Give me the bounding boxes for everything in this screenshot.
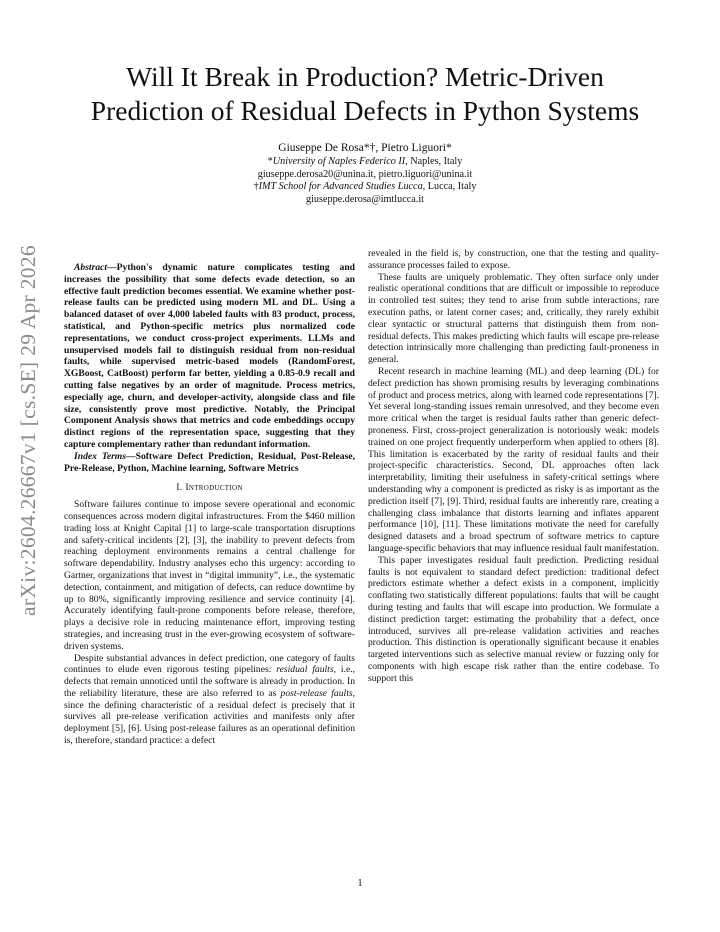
arxiv-stamp [6,170,50,690]
right-paragraph-3: This paper investigates residual fault prediction. Predicting residual faults is not equivalent to standard defect prediction: traditional defect predictors estimate whether a defect exists in a component, implicitly conflating two statistically different populations: faults that will be caught during testing and faults that will escape into production. We formulate a distinct prediction target: estimating the probability that a defect, once introduced, survives all pre-release validation activities and reaches production. This distinction is operationally significant because it enables targeted interventions such as selective manual review or fuzzing only for components with high escape risk rather than the entire codebase. To support this [368,554,659,684]
right-paragraph-continued: revealed in the field is, by construction, one that the testing and quality-assurance processes failed to expose. [368,248,659,271]
section-number: I. [176,482,183,494]
abstract [64,262,355,451]
left-column [64,262,355,747]
abstract-text: —Python's dynamic nature complicates testing and increases the possibility that some defects evade detection, so an effective fault prediction becomes essential. We examine whether post-release faults can be predicted using modern ML and DL. Using a balanced dataset of over 4,000 labeled faults with 83 product, process, statistical, and Python-specific metrics plus normalized code representations, we conduct cross-project experiments. LLMs and unsupervised models fail to distinguish residual from non-residual faults, while supervised metric-based models (RandomForest, XGBoost, CatBoost) perform far better, yielding a 0.85-0.9 recall and cutting false negatives by an order of magnitude. Process metrics, especially age, churn, and developer-activity, alongside class and file size, consistently prove most predictive. Notably, the Principal Component Analysis shows that metrics and code embeddings occupy distinct regions of the representation space, suggesting that they capture complementary rather than redundant information. [64,262,355,450]
abstract-label: Abstract [74,262,108,273]
intro-paragraph-2-part-b: , i.e., defects that remain unnoticed until the software is already in production. In the reliability literature, these are also referred to as [64,664,355,699]
affiliation-2-institution: IMT School for Advanced Studies Lucca [258,181,423,193]
index-terms [64,451,355,475]
title-line-1: Will It Break in Production? Metric-Driven [126,61,604,92]
term-post-release-faults: post-release faults [280,687,353,699]
index-terms-label: Index Terms [74,450,127,462]
affiliation-1 [60,156,670,169]
arxiv-identifier: arXiv:2604.26667v1 [cs.SE] 29 Apr 2026 [15,244,40,616]
paper-title [60,60,670,128]
affiliation-2-location: , Lucca, Italy [422,181,477,193]
right-paragraph-1: These faults are uniquely problematic. They often surface only under realistic operational conditions that are difficult or impossible to reproduce in controlled test suites; they tend to arise from subtle interactions, rare execution paths, or latent corner cases; and, critically, they rarely exhibit clear syntactic or structural patterns that distinguish them from non-residual defects. This makes predicting which faults will escape pre-release detection intrinsically more challenging than predicting fault-proneness in general. [368,271,659,366]
section-heading-introduction [64,482,355,494]
title-line-2: Prediction of Residual Defects in Python Systems [90,95,640,126]
term-residual-faults: residual faults [276,664,334,676]
right-paragraph-2: Recent research in machine learning (ML) and deep learning (DL) for defect prediction has shown promising results by leveraging combinations of product and process metrics, along with learned code representations [7]. Yet several long-standing issues remain unresolved, and they become even more critical when the target is residual faults rather than generic defect-proneness. First, cross-project generalization is notoriously weak: models trained on one project frequently underperform when applied to others [8]. This limitation is exacerbated by the rarity of residual faults and their project-specific characteristics. Second, DL approaches often lack interpretability, limiting their usefulness in safety-critical settings where understanding why a component is predicted as risky is as important as the prediction itself [7], [9]. Third, residual faults are inherently rare, creating a challenging class imbalance that distorts learning and inflates apparent performance [10], [11]. These limitations motivate the need for carefully designed datasets and a broad spectrum of software metrics to capture language-specific behaviors that may influence residual fault manifestation. [368,365,659,554]
affiliation-1-location: , Naples, Italy [405,156,463,167]
affiliation-2-mark: † [253,181,259,193]
page-number: 1 [357,878,363,889]
intro-paragraph-2 [64,653,355,747]
affiliation-2-email: giuseppe.derosa@imtlucca.it [305,193,424,205]
affiliation-1-institution: University of Naples Federico II [272,156,406,167]
affiliation-2 [60,181,670,194]
right-column [368,248,659,684]
intro-paragraph-1: Software failures continue to impose severe operational and economic consequences across modern digital infrastructures. From the $460 million trading loss at Knight Capital [1] to large-scale transportation disruptions and safety-critical incidents [2], [3], the inability to prevent defects from reaching deployment environments remains a central challenge for software dependability. Industry analyses echo this urgency: according to Gartner, organizations that invest in “digital immunity”, i.e., the systematic detection, containment, and mitigation of defects, can reduce downtime by up to 80%, significantly improving resilience and service continuity [4]. Accurately identifying fault-prone components before release, therefore, plays a decisive role in reducing maintenance effort, improving testing strategies, and increasing trust in the ever-growing ecosystem of software-driven systems. [64,499,355,652]
affiliation-1-emails: giuseppe.derosa20@unina.it, pietro.liguori@unina.it [257,168,473,180]
index-terms-text: —Software Defect Prediction, Residual, Post-Release, Pre-Release, Python, Machine learning, Software Metrics [64,450,355,474]
section-title: Introduction [185,482,243,494]
author-block [60,141,670,206]
intro-paragraph-2-part-a: Despite substantial advances in defect prediction, one category of faults continues to elude even rigorous testing pipelines: [64,652,355,676]
author-names: Giuseppe De Rosa*†, Pietro Liguori* [278,142,452,154]
intro-paragraph-2-part-c: , since the defining characteristic of a residual defect is precisely that it survives all pre-release verification activities and manifests only after deployment [5], [6]. Using post-release failures as an operational definition is, therefore, standard practice: a defect [64,687,355,747]
affiliation-1-mark: * [267,156,273,167]
